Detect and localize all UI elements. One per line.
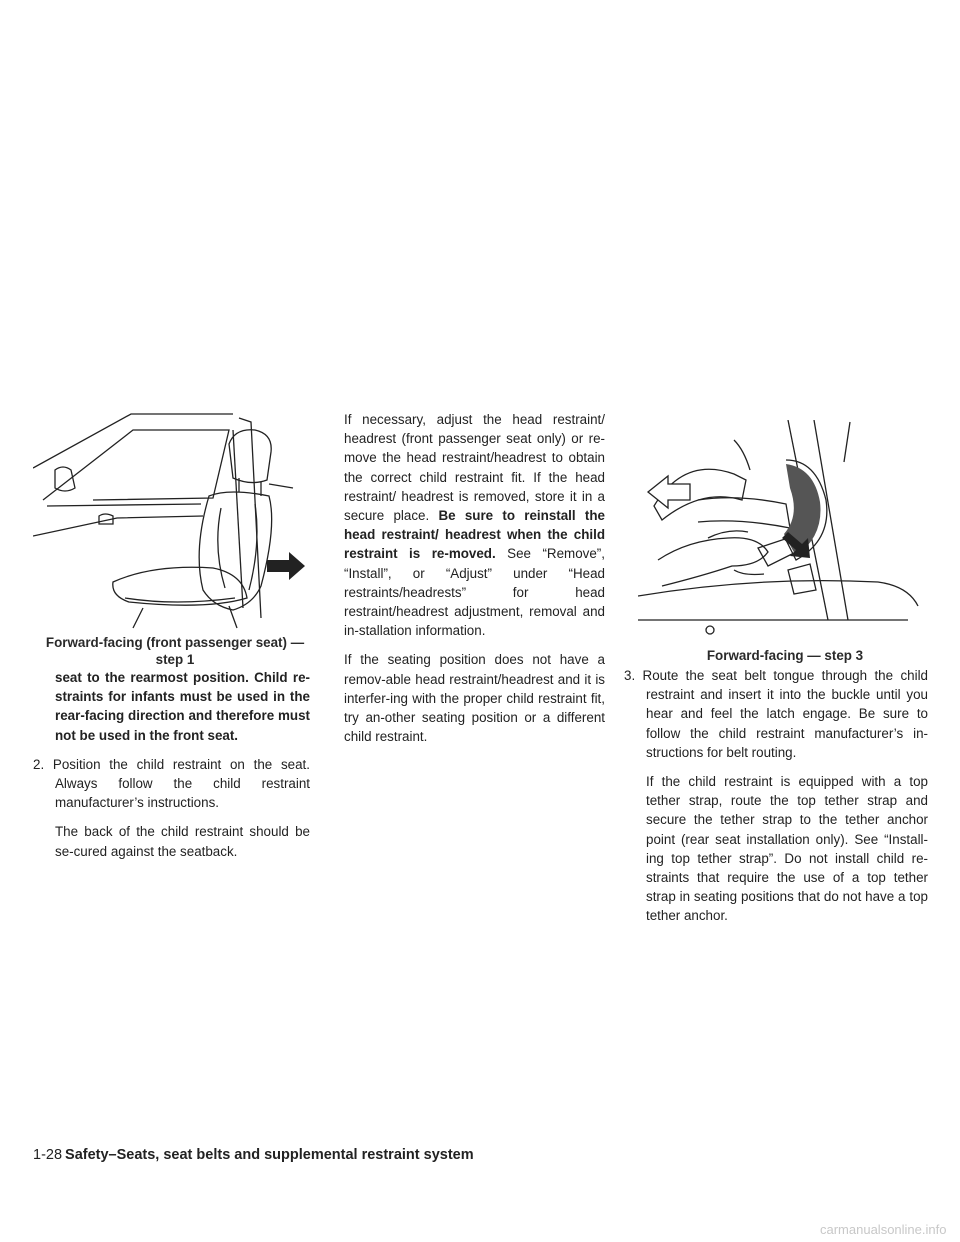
watermark: carmanualsonline.info <box>820 1222 947 1237</box>
page-number: 1-28 <box>33 1147 63 1163</box>
step-3-subtext: If the child restraint is equipped with a top tether strap, route the top tether strap and secure the tether strap to the tether anchor point (rear seat installation only). See “Install-ing top tether strap”. Do not install child re-straints that require the use of a top tether strap in seating positions that do not have a top tether anchor. <box>646 774 928 924</box>
child-restraint-buckle-illustration <box>638 420 928 640</box>
figure1-caption-line2: step 1 <box>155 652 195 667</box>
figure1-caption <box>30 634 320 668</box>
column-right <box>624 666 928 926</box>
head-restraint-reference: See “Remove”, “Install”, or “Adjust” under “Head restraints/headrests” for head restraint/headrest adjustment, removal and in-stallation information. <box>344 546 605 639</box>
step-3-text: 3. Route the seat belt tongue through the child restraint and insert it into the buckle until you hear and feel the latch engage. Be sure to follow the child restraint manufacturer’s in-structions for belt routing. <box>624 668 928 760</box>
seating-position-paragraph: If the seating position does not have a remov-able head restraint/headrest and it is interfer-ing with the proper child restraint fit, try an-other seating position or a different child restraint. <box>344 652 605 745</box>
head-restraint-paragraph <box>344 410 605 640</box>
bold-warning-continuation: seat to the rearmost position. Child re-straints for infants must be used in the rear-facing direction and therefore must not be used in the front seat. <box>55 670 310 743</box>
front-seat-illustration <box>33 408 313 630</box>
step-2-subtext: The back of the child restraint should be se-cured against the seatback. <box>55 824 310 859</box>
reinstall-warning: Be sure to reinstall the head restraint/ headrest when the child restraint is re-moved. <box>344 508 605 562</box>
step-2-text: 2. Position the child restraint on the seat. Always follow the child restraint manufacturer’s instructions. <box>33 756 310 811</box>
figure2-caption: Forward-facing — step 3 <box>706 648 864 663</box>
head-restraint-text: If necessary, adjust the head restraint/ headrest (front passenger seat only) or re-move the head restraint/headrest to obtain the correct child restraint fit. If the head restraint/ headrest is removed, store it in a secure place. <box>344 412 605 524</box>
column-left <box>33 668 310 861</box>
figure1-caption-line1: Forward-facing (front passenger seat) — <box>45 635 305 650</box>
page-footer <box>33 1147 474 1163</box>
section-title: Safety–Seats, seat belts and supplemental restraint system <box>65 1147 474 1163</box>
column-middle <box>344 410 605 746</box>
